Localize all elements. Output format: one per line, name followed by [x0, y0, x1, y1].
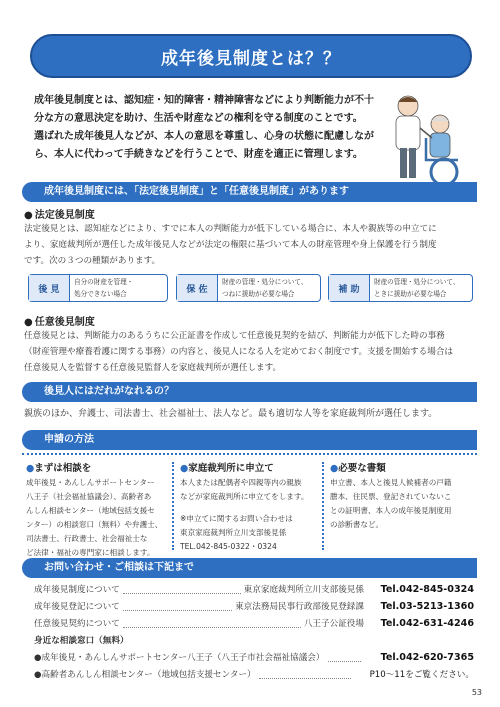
step-petition [180, 462, 320, 554]
contact-phone: P10～11をご覧ください。 [369, 670, 474, 680]
step-line: 成年後見・あんしんサポートセンター [26, 478, 155, 487]
leader-dots [123, 585, 241, 594]
step-title: ● まずは相談を [26, 462, 166, 476]
card-kouken [28, 274, 168, 302]
contact-phone: Tel.042-845-0324 [380, 583, 474, 595]
step-line: ※申立てに関するお問い合わせは [180, 514, 293, 523]
contact-topic: ●成年後見・あんしんサポートセンター八王子（八王子市社会福祉協議会） [34, 653, 325, 663]
contact-row [34, 650, 474, 664]
paragraph-line: 任意後見人を監督する任意後見監督人を家庭裁判所が選任します。 [24, 363, 282, 373]
leader-dots [328, 653, 362, 662]
intro-line: 分な方の意思決定を助け、生活や財産などの権利を守る制度のことです。 [34, 113, 363, 124]
section-header-application [22, 430, 477, 450]
section-header-text: 申請の方法 [44, 434, 94, 445]
leader-dots [123, 602, 232, 611]
contact-topic: 成年後見制度について [34, 585, 120, 595]
card-desc-line: 自分の財産を管理・ [74, 278, 134, 286]
card-desc-line: つねに援助が必要な場合 [222, 290, 295, 298]
contact-row [34, 582, 474, 596]
card-label: 補 助 [329, 275, 370, 301]
contact-topic: 成年後見登記について [34, 602, 120, 612]
paragraph-line: （財産管理や療養看護に関する事務）の内容と、後見人になる人を定めておく制度です。支援を開始する場合は [24, 347, 454, 357]
legal-guardianship-heading: ● 法定後見制度 [24, 206, 95, 221]
step-line [180, 504, 320, 512]
contact-office: 東京家庭裁判所立川支部後見係 [243, 585, 364, 595]
intro-line: 選ばれた成年後見人などが、本人の意思を尊重し、心身の状態に配慮しなが [34, 131, 374, 142]
card-desc [70, 275, 137, 301]
divider [172, 462, 174, 550]
who-text: 親族のほか、弁護士、司法書士、社会福祉士、法人など。最も適切な人等を家庭裁判所が選任します。 [24, 409, 438, 419]
paragraph-line: より、家庭裁判所が選任した成年後見人などが法定の権限に基づいて本人の財産管理や身上保護を行う制度 [24, 240, 437, 250]
paragraph-line: 任意後見とは、判断能力のあるうちに公正証書を作成して任意後見契約を結び、判断能力が低下した時の事務 [24, 331, 445, 341]
page-title-banner [30, 34, 472, 78]
page-number: 53 [471, 688, 482, 697]
contact-topic: ●高齢者あんしん相談センター（地域包括支援センター） [34, 670, 256, 680]
card-desc-line: 財産の管理・処分について、 [222, 278, 308, 286]
leader-dots [123, 619, 301, 628]
step-line: 司法書士、行政書士、社会福祉士な [26, 534, 148, 543]
caregiver-wheelchair-illustration [378, 88, 473, 188]
step-line: TEL.042-845-0322・0324 [180, 542, 277, 551]
step-line: の診断書など。 [330, 520, 384, 529]
step-title: ● 家庭裁判所に申立て [180, 462, 320, 476]
section-header-contact [22, 558, 477, 578]
intro-line: 成年後見制度とは、認知症・知的障害・精神障害などにより判断能力が不十 [34, 95, 374, 106]
contact-office: 東京法務局民事行政部後見登録課 [235, 602, 364, 612]
voluntary-guardianship-text [24, 328, 476, 376]
step-line: 本人または配偶者や四親等内の親族 [180, 478, 302, 487]
step-title: ● 必要な書類 [330, 462, 470, 476]
contact-topic: 任意後見契約について [34, 619, 120, 629]
divider [22, 453, 477, 455]
paragraph-line: 法定後見とは、認知症などにより、すでに本人の判断能力が低下している場合に、本人や親族等の申立てに [24, 224, 437, 234]
step-line: んしん相談センター（地域包括支援セ [26, 506, 155, 515]
card-desc-line: ときに援助が必要な場合 [374, 290, 447, 298]
step-documents [330, 462, 470, 532]
page-title: 成年後見制度とは？？ [161, 48, 341, 69]
paragraph-line: です。次の３つの種類があります。 [24, 256, 161, 266]
card-hosa [176, 274, 321, 302]
leader-dots [259, 670, 351, 679]
section-header-who [22, 382, 477, 402]
step-line: 八王子（社会福祉協議会）、高齢者あ [26, 492, 152, 501]
step-line: との証明書、本人の成年後見制度用 [330, 506, 452, 515]
step-line: などが家庭裁判所に申立てをします。 [180, 492, 309, 501]
section-header-systems [22, 182, 477, 202]
divider [322, 462, 324, 550]
contact-phone: Tel.042-631-4246 [380, 617, 474, 629]
contact-phone: Tel.03-5213-1360 [380, 600, 474, 612]
step-line: ンター）の相談窓口（無料）や弁護士、 [26, 520, 163, 529]
nearby-title: 身近な相談窓口（無料） [34, 636, 129, 646]
card-hojo [328, 274, 473, 302]
intro-text [34, 92, 374, 164]
intro-line: ら、本人に代わって手続きなどを行うことで、財産を適正に管理します。 [34, 149, 363, 160]
card-desc-line: 処分できない場合 [74, 290, 127, 298]
contact-row [34, 667, 474, 681]
card-desc-line: 財産の管理・処分について、 [374, 278, 460, 286]
voluntary-guardianship-heading: ● 任意後見制度 [24, 313, 95, 328]
card-desc [218, 275, 311, 301]
step-line: ど法律・福祉の専門家に相談します。 [26, 548, 155, 557]
card-label: 後 見 [29, 275, 70, 301]
contact-office: 八王子公証役場 [303, 619, 364, 629]
card-label: 保 佐 [177, 275, 218, 301]
legal-guardianship-text [24, 221, 476, 269]
contact-phone: Tel.042-620-7365 [380, 651, 474, 663]
section-header-text: 成年後見制度には、「法定後見制度」と「任意後見制度」があります [44, 186, 349, 197]
step-line: 東京家庭裁判所立川支部後見係 [180, 528, 287, 537]
section-header-text: お問い合わせ・ご相談は下記まで [44, 562, 194, 573]
contact-row [34, 616, 474, 630]
step-line: 謄本、住民票、登記されていないこ [330, 492, 452, 501]
step-line: 申立書、本人と後見人候補者の戸籍 [330, 478, 452, 487]
contact-row [34, 599, 474, 613]
section-header-text: 後見人にはだれがなれるの？ [44, 386, 174, 397]
card-desc [370, 275, 463, 301]
step-consult [26, 462, 166, 560]
